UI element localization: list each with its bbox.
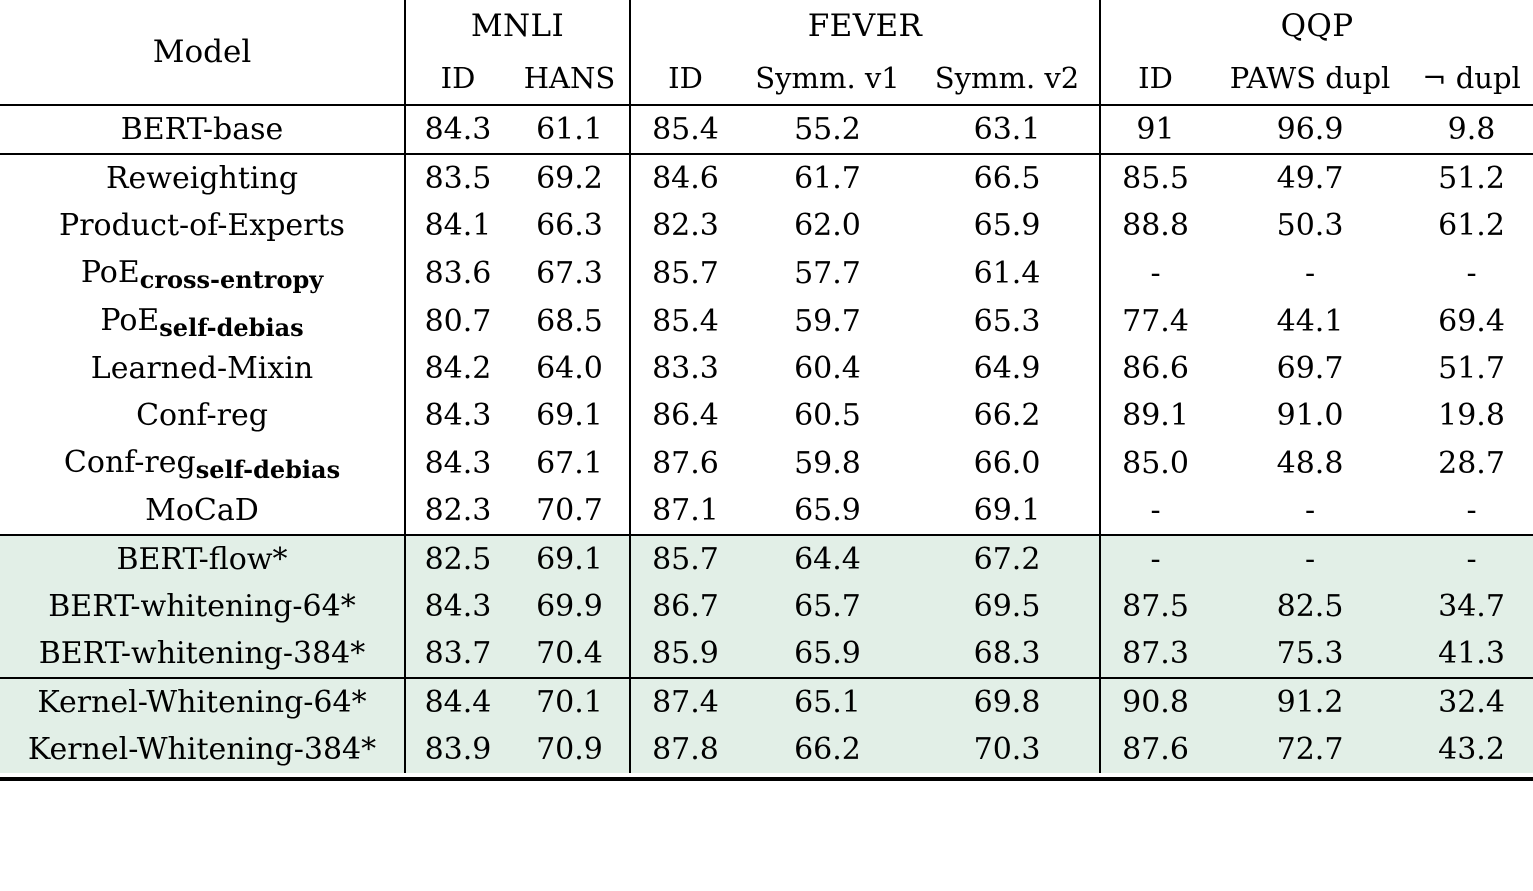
table-cell: 87.5 [1100, 583, 1210, 630]
table-cell: 65.3 [973, 303, 1041, 339]
bottom-rule [0, 773, 405, 779]
table-cell: 61.2 [1438, 208, 1505, 243]
table-row [0, 535, 1533, 583]
group-header-mnli: MNLI [405, 0, 630, 52]
table-cell: 85.0 [1100, 439, 1210, 487]
table-cell: 55.2 [740, 105, 915, 154]
row-label: MoCaD [145, 493, 259, 528]
table-cell: 67.1 [536, 445, 603, 481]
bottom-rule [1100, 773, 1210, 779]
table-cell: 61.7 [740, 154, 915, 202]
table-cell: 59.7 [794, 303, 861, 339]
table-cell: 70.1 [510, 678, 630, 726]
table-cell: 87.8 [630, 726, 740, 773]
table-cell: 87.1 [630, 487, 740, 535]
table-cell: 85.4 [630, 297, 740, 345]
table-cell: 86.6 [1100, 345, 1210, 392]
table-cell: 83.7 [405, 630, 510, 678]
table-cell: 84.3 [405, 439, 510, 487]
table-cell: - [1100, 535, 1210, 583]
table-cell: 19.8 [1438, 398, 1505, 433]
table-cell: 60.4 [794, 351, 861, 386]
table-cell: 86.7 [630, 583, 740, 630]
table-cell: 83.6 [405, 249, 510, 297]
row-label: Conf-reg$_{self-debias}$ [63, 445, 341, 484]
table-cell: 59.8 [794, 445, 861, 481]
table-cell: 9.8 [1410, 105, 1533, 154]
table-cell: 64.0 [536, 351, 603, 386]
table-cell: 89.1 [1100, 392, 1210, 439]
row-label: Product-of-Experts [59, 208, 345, 243]
column-header-model: Model [152, 34, 252, 70]
table-cell: 69.1 [510, 535, 630, 583]
table-cell: 91.2 [1210, 678, 1410, 726]
bottom-rule [740, 773, 915, 779]
table-cell: 87.4 [630, 678, 740, 726]
table-cell: 82.5 [1276, 589, 1344, 624]
table-row [0, 202, 1533, 249]
table-cell: 69.8 [915, 678, 1100, 726]
row-label: Kernel-Whitening-64* [0, 678, 405, 726]
table-cell: 28.7 [1438, 445, 1505, 481]
table-cell: 66.3 [536, 208, 603, 243]
table-cell: 69.7 [1276, 351, 1344, 386]
table-cell: 83.3 [630, 345, 740, 392]
table-cell: 70.7 [536, 493, 603, 528]
table-cell: 84.3 [405, 392, 510, 439]
table-cell: 87.6 [1100, 726, 1210, 773]
table-cell: 61.1 [510, 105, 630, 154]
table-cell: 70.4 [536, 636, 603, 671]
table-cell: 82.3 [405, 487, 510, 535]
column-subheader-7: ¬ dupl [1422, 61, 1521, 95]
table-cell: 80.7 [405, 297, 510, 345]
bottom-rule [1210, 773, 1410, 779]
table-cell: 84.4 [405, 678, 510, 726]
table-row [0, 249, 1533, 297]
table-cell: 65.9 [794, 636, 861, 671]
table-cell: 86.4 [630, 392, 740, 439]
table-cell: 68.3 [973, 636, 1041, 671]
bottom-rule [1410, 773, 1533, 779]
table-cell: 63.1 [915, 105, 1100, 154]
table-cell: - [1466, 493, 1477, 528]
table-cell: 65.1 [740, 678, 915, 726]
table-cell: 85.5 [1100, 154, 1210, 202]
table-cell: 84.2 [405, 345, 510, 392]
table-cell: 75.3 [1276, 636, 1344, 671]
table-cell: 84.1 [405, 202, 510, 249]
table-row [0, 678, 1533, 726]
table-cell: 67.3 [536, 255, 603, 291]
row-label: BERT-flow* [0, 535, 405, 583]
table-cell: 49.7 [1210, 154, 1410, 202]
table-cell: 51.7 [1438, 351, 1505, 386]
table-cell: - [1100, 249, 1210, 297]
table-row [0, 154, 1533, 202]
table-row [0, 345, 1533, 392]
table-cell: 64.4 [740, 535, 915, 583]
table-cell: - [1304, 493, 1316, 528]
table-cell: 60.5 [794, 398, 861, 433]
table-cell: 67.2 [915, 535, 1100, 583]
bottom-rule [630, 773, 740, 779]
table-cell: 69.4 [1438, 303, 1505, 339]
row-label: Learned-Mixin [90, 351, 314, 386]
column-subheader-3: Symm. v1 [755, 61, 900, 95]
bottom-rule [510, 773, 630, 779]
table-cell: 69.5 [973, 589, 1041, 624]
table-cell: 34.7 [1438, 589, 1505, 624]
bottom-rule [915, 773, 1100, 779]
table-cell: 62.0 [794, 208, 861, 243]
table-cell: 72.7 [1276, 732, 1344, 767]
table-cell: 84.6 [630, 154, 740, 202]
table-cell: 48.8 [1276, 445, 1344, 481]
column-subheader-2: ID [630, 52, 740, 105]
table-row [0, 583, 1533, 630]
table-cell: 70.3 [973, 732, 1041, 767]
table-cell: 85.7 [630, 249, 740, 297]
table-row [0, 105, 1533, 154]
table-cell: 83.9 [405, 726, 510, 773]
table-cell: - [1466, 255, 1477, 291]
row-label: PoE$_{cross-entropy}$ [80, 255, 324, 294]
table-cell: 90.8 [1100, 678, 1210, 726]
table-cell: 82.5 [405, 535, 510, 583]
table-cell: 43.2 [1438, 732, 1505, 767]
column-subheader-6: PAWS dupl [1229, 61, 1391, 95]
column-subheader-5: ID [1100, 52, 1210, 105]
group-header-qqp: QQP [1100, 0, 1533, 52]
table-cell: 69.1 [973, 493, 1041, 528]
table-cell: 69.1 [536, 398, 603, 433]
table-cell: 69.9 [536, 589, 603, 624]
table-cell: 84.3 [405, 105, 510, 154]
table-cell: 88.8 [1100, 202, 1210, 249]
group-header-fever: FEVER [630, 0, 1100, 52]
table-cell: 66.0 [973, 445, 1041, 481]
table-cell: 66.2 [973, 398, 1041, 433]
table-row [0, 487, 1533, 535]
table-cell: - [1410, 535, 1533, 583]
table-cell: 83.5 [405, 154, 510, 202]
table-cell: 85.4 [630, 105, 740, 154]
column-subheader-4: Symm. v2 [934, 61, 1080, 95]
table-cell: 77.4 [1100, 297, 1210, 345]
table-cell: 85.7 [630, 535, 740, 583]
table-cell: 51.2 [1410, 154, 1533, 202]
table-row [0, 726, 1533, 773]
row-label: BERT-base [0, 105, 405, 154]
table-cell: 66.2 [794, 732, 861, 767]
column-subheader-0: ID [405, 52, 510, 105]
table-row [0, 392, 1533, 439]
row-label: PoE$_{self-debias}$ [100, 303, 304, 342]
table-row [0, 297, 1533, 345]
bottom-rule [405, 773, 510, 779]
table-cell: 65.9 [973, 208, 1041, 243]
row-label: BERT-whitening-384* [38, 636, 366, 671]
row-label: BERT-whitening-64* [48, 589, 356, 624]
table-cell: 91.0 [1276, 398, 1344, 433]
table-cell: 66.5 [915, 154, 1100, 202]
row-label: Reweighting [0, 154, 405, 202]
table-cell: 32.4 [1410, 678, 1533, 726]
table-row [0, 439, 1533, 487]
table-cell: - [1100, 487, 1210, 535]
column-subheader-1: HANS [523, 61, 616, 95]
table-cell: 69.2 [510, 154, 630, 202]
table-cell: 64.9 [973, 351, 1041, 386]
row-label: Conf-reg [136, 398, 268, 433]
table-cell: 82.3 [630, 202, 740, 249]
table-cell: 61.4 [973, 255, 1041, 291]
table-cell: 57.7 [794, 255, 861, 291]
table-cell: 91 [1100, 105, 1210, 154]
table-row [0, 630, 1533, 678]
table-cell: 50.3 [1276, 208, 1344, 243]
table-cell: 87.3 [1100, 630, 1210, 678]
table-cell: 65.7 [794, 589, 861, 624]
table-cell: 87.6 [630, 439, 740, 487]
table-cell: - [1210, 535, 1410, 583]
table-cell: - [1304, 255, 1316, 291]
table-cell: 70.9 [536, 732, 603, 767]
table-cell: 44.1 [1276, 303, 1344, 339]
table-cell: 41.3 [1438, 636, 1505, 671]
table-cell: 65.9 [794, 493, 861, 528]
table-cell: 84.3 [405, 583, 510, 630]
table-cell: 85.9 [630, 630, 740, 678]
row-label: Kernel-Whitening-384* [27, 732, 377, 767]
table-cell: 68.5 [536, 303, 603, 339]
table-cell: 96.9 [1210, 105, 1410, 154]
